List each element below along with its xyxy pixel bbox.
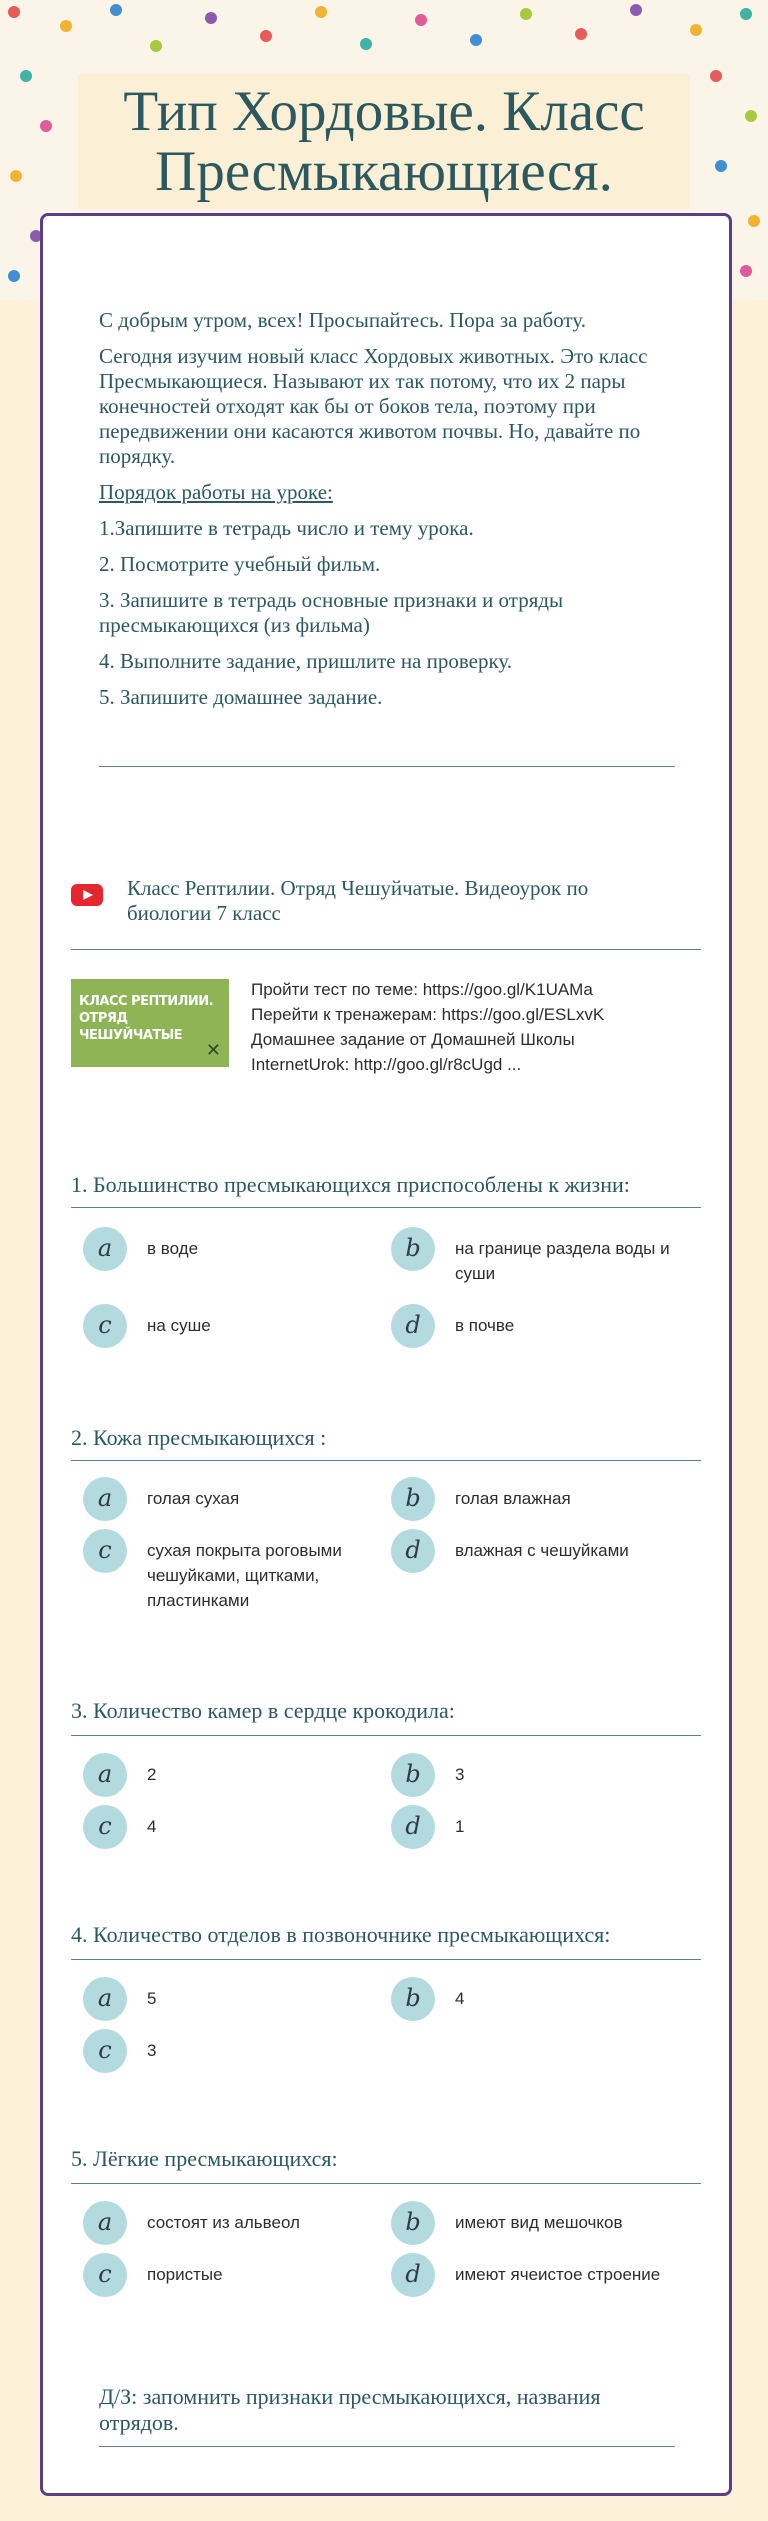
option-text: 3 — [147, 2041, 157, 2060]
confetti-dot — [20, 70, 32, 82]
option-text: имеют вид мешочков — [455, 2213, 623, 2232]
option-letter-b[interactable]: b — [391, 1977, 435, 2021]
confetti-dot — [740, 8, 752, 20]
confetti-dot — [8, 6, 20, 18]
question-title: 4. Количество отделов в позвоночнике пресмыкающихся: — [71, 1922, 611, 1947]
confetti-dot — [8, 270, 20, 282]
option-text: голая влажная — [455, 1489, 571, 1508]
confetti-dot — [748, 215, 760, 227]
option-text: в почве — [455, 1316, 515, 1335]
divider — [71, 1959, 701, 1960]
divider — [71, 1735, 701, 1736]
divider — [71, 949, 701, 950]
confetti-dot — [740, 265, 752, 277]
option-letter-b[interactable]: b — [391, 1753, 435, 1797]
option-text: 3 — [455, 1765, 465, 1784]
option-letter-d[interactable]: d — [391, 1304, 435, 1348]
divider — [99, 766, 675, 767]
option-letter-d[interactable]: d — [391, 1805, 435, 1849]
greeting-text: С добрым утром, всех! Просыпайтесь. Пора за работу. — [99, 308, 586, 332]
confetti-dot — [60, 20, 72, 32]
thumbnail-caption: КЛАСС РЕПТИЛИИ. ОТРЯД ЧЕШУЙЧАТЫЕ — [79, 994, 214, 1043]
option-letter-a[interactable]: a — [83, 1753, 127, 1797]
option-text: 5 — [147, 1989, 157, 2008]
option-letter-d[interactable]: d — [391, 1529, 435, 1573]
option-letter-a[interactable]: a — [83, 1477, 127, 1521]
confetti-dot — [110, 4, 122, 16]
option-letter-a[interactable]: a — [83, 1227, 127, 1271]
option-letter-a[interactable]: a — [83, 1977, 127, 2021]
option-letter-c[interactable]: c — [83, 2253, 127, 2297]
confetti-dot — [10, 170, 22, 182]
confetti-dot — [415, 14, 427, 26]
confetti-dot — [260, 30, 272, 42]
option-letter-b[interactable]: b — [391, 2201, 435, 2245]
option-letter-c[interactable]: c — [83, 1304, 127, 1348]
option-text: пористые — [147, 2265, 223, 2284]
option-text: на границе раздела воды и суши — [455, 1239, 670, 1283]
option-text: на суше — [147, 1316, 211, 1335]
youtube-icon — [71, 884, 103, 906]
divider — [71, 1460, 701, 1461]
option-text: 2 — [147, 1765, 157, 1784]
homework-text: Д/З: запомнить признаки пресмыкающихся, названия отрядов. — [99, 2384, 601, 2435]
option-letter-a[interactable]: a — [83, 2201, 127, 2245]
video-description — [251, 977, 691, 1077]
video-thumbnail[interactable] — [71, 979, 229, 1067]
dna-icon: ✕ — [205, 1040, 221, 1060]
divider — [71, 2183, 701, 2184]
confetti-dot — [150, 40, 162, 52]
divider — [99, 2446, 675, 2447]
option-text: в воде — [147, 1239, 199, 1258]
lesson-card — [40, 213, 732, 2496]
confetti-dot — [630, 4, 642, 16]
confetti-dot — [575, 28, 587, 40]
plan-step: 5. Запишите домашнее задание. — [99, 685, 383, 709]
video-title[interactable]: Класс Рептилии. Отряд Чешуйчатые. Видеоурок по биологии 7 класс — [127, 876, 589, 925]
title-banner — [78, 74, 690, 209]
option-text: 1 — [455, 1817, 465, 1836]
confetti-dot — [40, 120, 52, 132]
confetti-dot — [470, 34, 482, 46]
option-text: сухая покрыта роговыми чешуйками, щитками, пластинками — [147, 1541, 342, 1610]
intro-description: Сегодня изучим новый класс Хордовых животных. Это класс Пресмыкающиеся. Называют их так потому, что их 2 пары конечностей отходят как бы от боков тела, поэтому при передвижении они касаются животом почвы. Но, давайте по порядку. — [99, 344, 648, 468]
plan-step: 3. Запишите в тетрадь основные признаки и отряды пресмыкающихся (из фильма) — [99, 588, 564, 637]
option-letter-c[interactable]: c — [83, 1529, 127, 1573]
option-text: 4 — [147, 1817, 157, 1836]
confetti-dot — [360, 38, 372, 50]
video-description-line: InternetUrok: http://goo.gl/r8cUgd ... — [251, 1055, 522, 1074]
question-title: 1. Большинство пресмыкающихся приспособлены к жизни: — [71, 1172, 630, 1197]
video-description-line: Пройти тест по теме: https://goo.gl/K1UAMa — [251, 980, 593, 999]
option-text: имеют ячеистое строение — [455, 2265, 661, 2284]
option-letter-c[interactable]: c — [83, 2029, 127, 2073]
plan-heading: Порядок работы на уроке: — [99, 480, 333, 504]
plan-step: 1.Запишите в тетрадь число и тему урока. — [99, 516, 474, 540]
option-letter-c[interactable]: c — [83, 1805, 127, 1849]
confetti-dot — [745, 110, 757, 122]
option-text: 4 — [455, 1989, 465, 2008]
confetti-dot — [710, 70, 722, 82]
divider — [71, 1207, 701, 1208]
option-text: влажная с чешуйками — [455, 1541, 629, 1560]
option-text: голая сухая — [147, 1489, 240, 1508]
option-letter-b[interactable]: b — [391, 1477, 435, 1521]
question-title: 3. Количество камер в сердце крокодила: — [71, 1698, 455, 1723]
confetti-dot — [315, 6, 327, 18]
page-title: Тип Хордовые. Класс Пресмыкающиеся. — [123, 80, 645, 203]
confetti-dot — [715, 160, 727, 172]
confetti-dot — [205, 12, 217, 24]
video-description-line: Домашнее задание от Домашней Школы — [251, 1030, 575, 1049]
option-letter-d[interactable]: d — [391, 2253, 435, 2297]
question-title: 5. Лёгкие пресмыкающихся: — [71, 2146, 338, 2171]
question-title: 2. Кожа пресмыкающихся : — [71, 1425, 327, 1450]
plan-step: 4. Выполните задание, пришлите на проверку. — [99, 649, 513, 673]
confetti-dot — [520, 8, 532, 20]
confetti-dot — [690, 24, 702, 36]
option-letter-b[interactable]: b — [391, 1227, 435, 1271]
video-description-line: Перейти к тренажерам: https://goo.gl/ESLxvK — [251, 1005, 605, 1024]
intro-section — [99, 308, 679, 721]
option-text: состоят из альвеол — [147, 2213, 300, 2232]
plan-step: 2. Посмотрите учебный фильм. — [99, 552, 381, 576]
